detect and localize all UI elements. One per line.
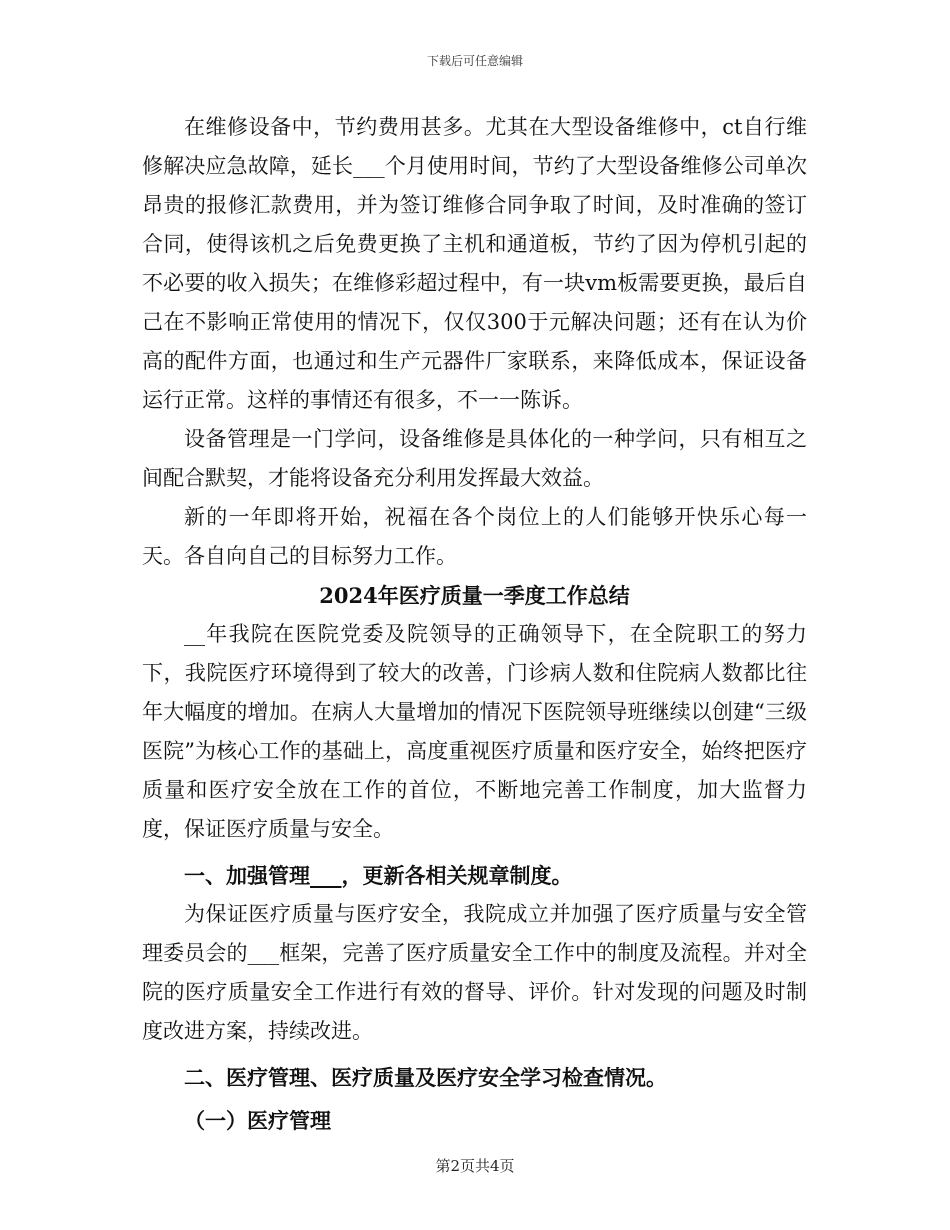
paragraph-intro: __年我院在医院党委及院领导的正确领导下，在全院职工的努力下，我院医疗环境得到了较大的改善，门诊病人数和住院病人数都比往年大幅度的增加。在病人大量增加的情况下医院领导班继续以创建“三级医院”为核心工作的基础上，高度重视医疗质量和医疗安全，始终把医疗质量和医疗安全放在工作的首位，不断地完善工作制度，加大监督力度，保证医疗质量与安全。 — [142, 622, 807, 841]
document-body — [142, 108, 807, 1140]
paragraph-new-year: 新的一年即将开始，祝福在各个岗位上的人们能够开快乐心每一天。各自向自己的目标努力工作。 — [142, 505, 807, 568]
paragraph-quality-committee: 为保证医疗质量与医疗安全，我院成立并加强了医疗质量与安全管理委员会的___框架，完善了医疗质量安全工作中的制度及流程。并对全院的医疗质量安全工作进行有效的督导、评价。针对发现的问题及时制度改进方案，持续改进。 — [142, 902, 807, 1043]
paragraph-equipment-management: 设备管理是一门学问，设备维修是具体化的一种学问，只有相互之间配合默契，才能将设备充分利用发挥最大效益。 — [142, 427, 807, 490]
section-heading-2: 二、医疗管理、医疗质量及医疗安全学习检查情况。 — [184, 1065, 667, 1090]
section-heading-1: 一、加强管理___，更新各相关规章制度。 — [184, 863, 573, 888]
paragraph-equipment-repair: 在维修设备中，节约费用甚多。尤其在大型设备维修中，ct自行维修解决应急故障，延长___个月使用时间，节约了大型设备维修公司单次昂贵的报修汇款费用，并为签订维修合同争取了时间，及时准确的签订合同，使得该机之后免费更换了主机和通道板，节约了因为停机引起的不必要的收入损失；在维修彩超过程中，有一块vm板需要更换，最后自己在不影响正常使用的情况下，仅仅300于元解决问题；还有在认为价高的配件方面，也通过和生产元器件厂家联系，来降低成本，保证设备运行正常。这样的事情还有很多，不一一陈诉。 — [142, 115, 807, 412]
page-header: 下载后可任意编辑 — [426, 54, 523, 68]
subsection-heading-medical-management: （一）医疗管理 — [184, 1108, 331, 1133]
page-footer: 第2页共4页 — [435, 1157, 515, 1175]
document-title: 2024年医疗质量一季度工作总结 — [319, 583, 630, 608]
